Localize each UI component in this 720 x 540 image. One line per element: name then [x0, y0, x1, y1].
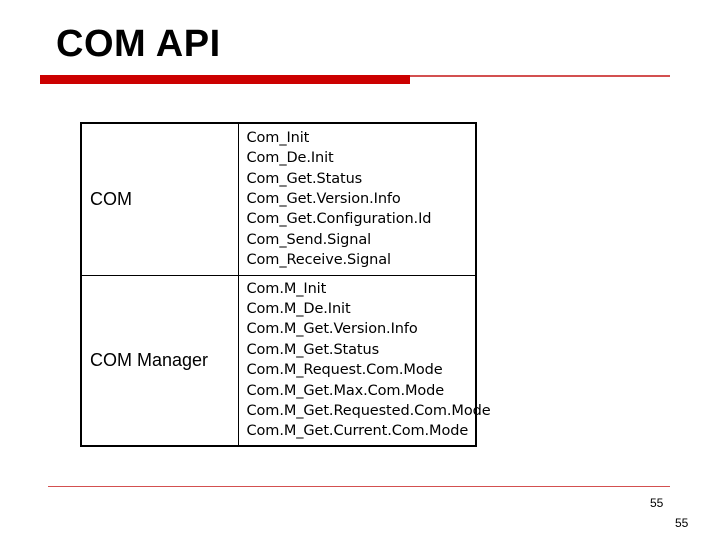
api-table	[80, 122, 491, 447]
function-item: Com_Send.Signal	[246, 231, 372, 248]
slide-title: COM API	[56, 23, 221, 65]
function-item: Com.M_De.Init	[246, 300, 351, 317]
module-name-cell: COM	[81, 123, 238, 275]
footer-rule	[48, 486, 670, 487]
function-item: Com.M_Get.Current.Com.Mode	[246, 423, 469, 440]
function-item: Com.M_Get.Status	[246, 341, 380, 358]
function-list-cell	[238, 275, 491, 446]
function-item: Com_Get.Status	[246, 170, 363, 187]
function-item: Com.M_Request.Com.Mode	[246, 362, 443, 379]
function-item: Com.M_Get.Requested.Com.Mode	[246, 402, 491, 419]
title-underline-accent	[40, 75, 410, 84]
table-row-com-manager	[81, 275, 476, 446]
title-underline-rule	[410, 75, 670, 77]
function-item: Com.M_Get.Max.Com.Mode	[246, 382, 445, 399]
function-item: Com_Receive.Signal	[246, 252, 391, 269]
page-number-outer: 55	[675, 516, 689, 530]
function-item: Com_Get.Configuration.Id	[246, 211, 432, 228]
function-item: Com_De.Init	[246, 150, 334, 167]
function-item: Com_Get.Version.Info	[246, 191, 401, 208]
function-item: Com.M_Init	[246, 280, 327, 297]
table-row-com	[81, 123, 476, 275]
page-number: 55	[650, 496, 664, 510]
function-list-cell	[238, 123, 476, 275]
module-name-cell: COM Manager	[81, 275, 238, 446]
function-item: Com.M_Get.Version.Info	[246, 321, 418, 338]
function-item: Com_Init	[246, 129, 310, 146]
